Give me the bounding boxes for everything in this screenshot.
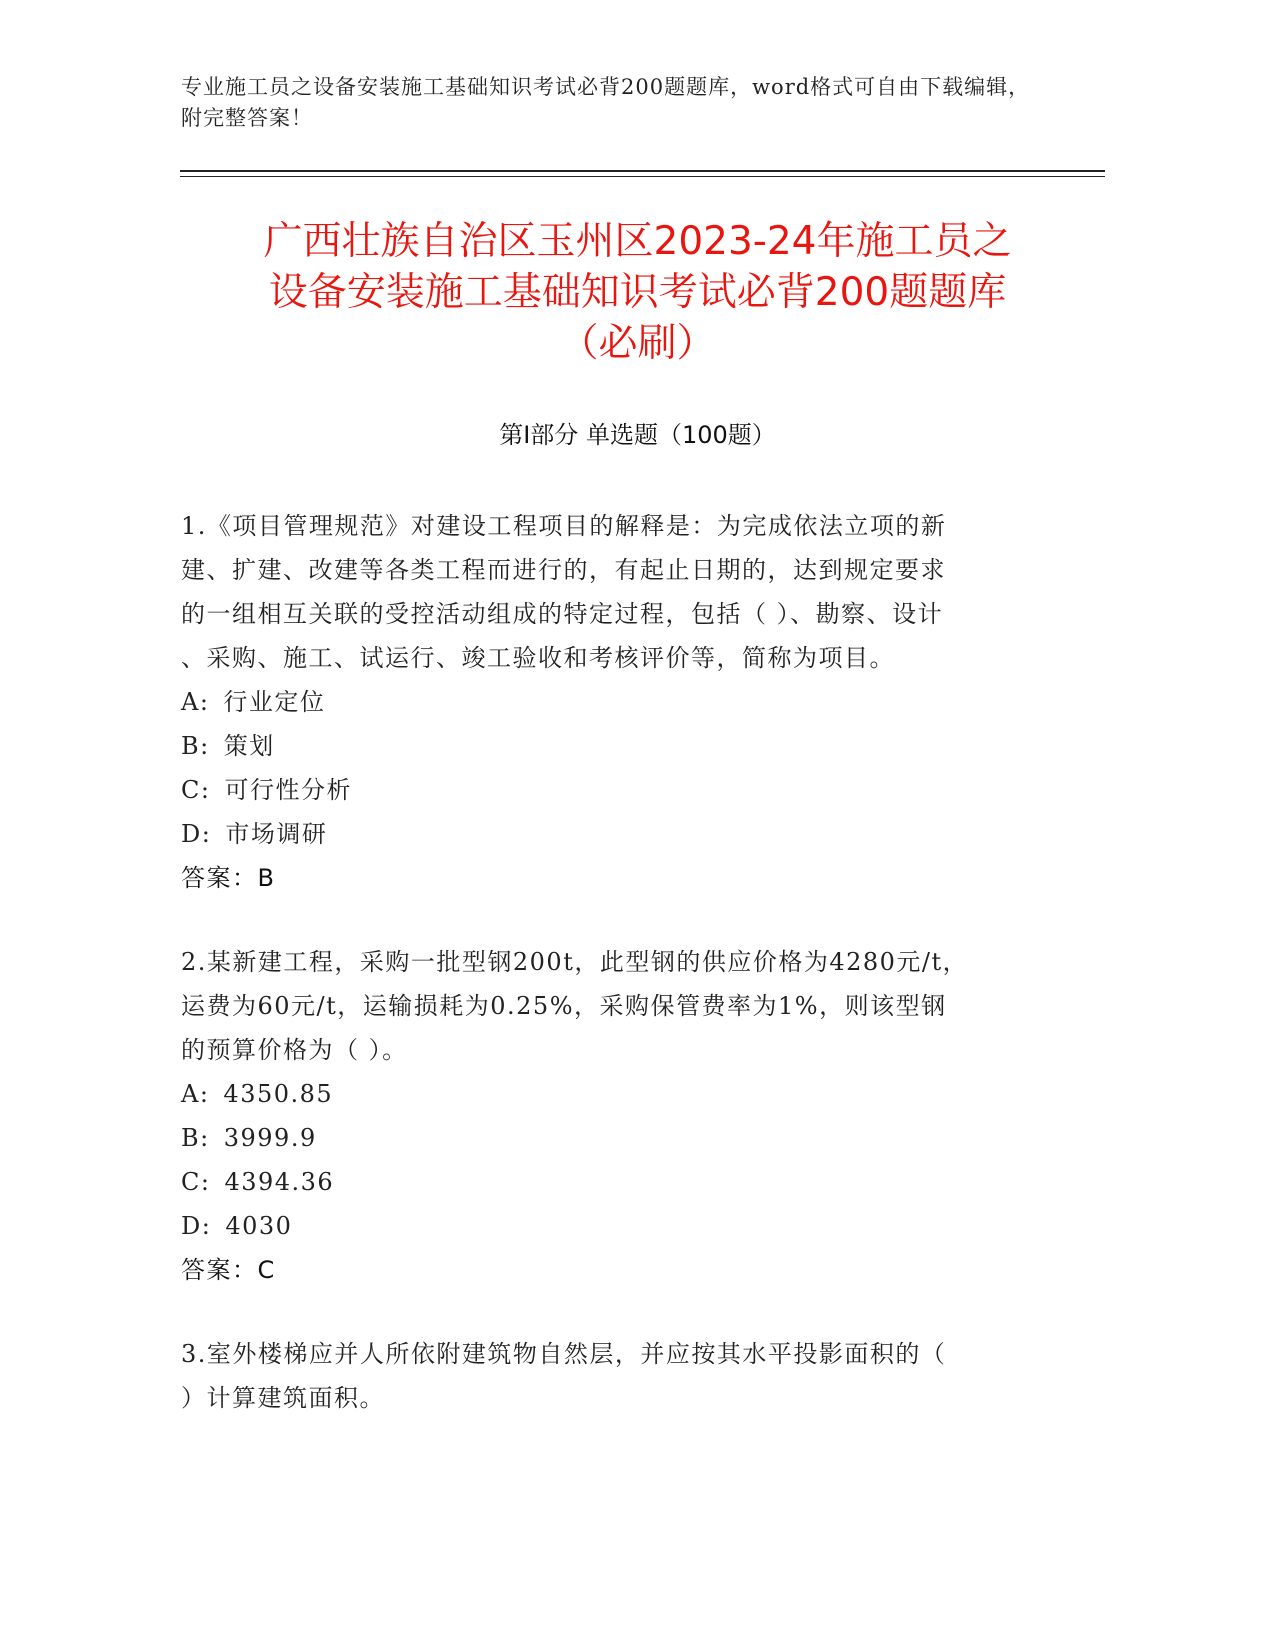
- option-text: 4394.36: [224, 1168, 335, 1196]
- header-note: 专业施工员之设备安装施工基础知识考试必背200题题库，word格式可自由下载编辑，附完整答案！: [181, 75, 1031, 130]
- option-c: [181, 1160, 1031, 1204]
- option-b: [181, 1116, 1031, 1160]
- option-d: [181, 1204, 1031, 1248]
- question-stem-line: 的预算价格为（ ）。: [181, 1036, 408, 1064]
- option-text: 3999.9: [223, 1124, 317, 1152]
- question-3: [181, 1332, 1031, 1420]
- title-line-1: 广西壮族自治区玉州区2023-24年施工员之: [263, 219, 1012, 264]
- question-1: [181, 504, 1031, 900]
- question-stem-line: 的一组相互关联的受控活动组成的特定过程，包括（ ）、勘察、设计: [181, 600, 944, 628]
- option-key: B:: [181, 1124, 210, 1152]
- option-key: A:: [181, 1080, 210, 1108]
- section-heading: 第Ⅰ部分 单选题（100题）: [499, 421, 776, 449]
- title-line-3: （必刷）: [559, 321, 716, 366]
- option-a: [181, 1072, 1031, 1116]
- question-stem-line: 3.室外楼梯应并人所依附建筑物自然层，并应按其水平投影面积的（: [181, 1340, 947, 1368]
- option-key: D:: [181, 820, 212, 848]
- question-stem-line: 1.《项目管理规范》对建设工程项目的解释是：为完成依法立项的新: [181, 512, 947, 540]
- option-text: 4350.85: [223, 1080, 334, 1108]
- document-title: [150, 216, 1125, 369]
- option-text: 策划: [223, 732, 275, 760]
- question-2: [181, 940, 1031, 1292]
- option-text: 行业定位: [223, 688, 326, 716]
- option-text: 4030: [225, 1212, 293, 1240]
- option-key: C:: [181, 776, 211, 804]
- option-text: 市场调研: [225, 820, 328, 848]
- question-stem-line: ）计算建筑面积。: [181, 1384, 385, 1412]
- option-key: A:: [181, 688, 210, 716]
- option-key: C:: [181, 1168, 211, 1196]
- header-divider-thin: [180, 176, 1105, 177]
- header-divider-thick: [180, 170, 1105, 172]
- answer-line: 答案：C: [181, 1256, 276, 1284]
- answer-line: 答案：B: [181, 864, 276, 892]
- option-key: D:: [181, 1212, 212, 1240]
- option-b: [181, 724, 1031, 768]
- question-stem-line: 建、扩建、改建等各类工程而进行的，有起止日期的，达到规定要求: [181, 556, 946, 584]
- question-stem-line: 运费为60元/t，运输损耗为0.25%，采购保管费率为1%，则该型钢: [181, 992, 947, 1020]
- option-key: B:: [181, 732, 210, 760]
- question-stem-line: 2.某新建工程，采购一批型钢200t，此型钢的供应价格为4280元/t，: [181, 948, 969, 976]
- option-a: [181, 680, 1031, 724]
- option-d: [181, 812, 1031, 856]
- option-c: [181, 768, 1031, 812]
- option-text: 可行性分析: [224, 776, 352, 804]
- question-stem-line: 、采购、施工、试运行、竣工验收和考核评价等，简称为项目。: [181, 644, 895, 672]
- title-line-2: 设备安装施工基础知识考试必背200题题库: [268, 270, 1007, 315]
